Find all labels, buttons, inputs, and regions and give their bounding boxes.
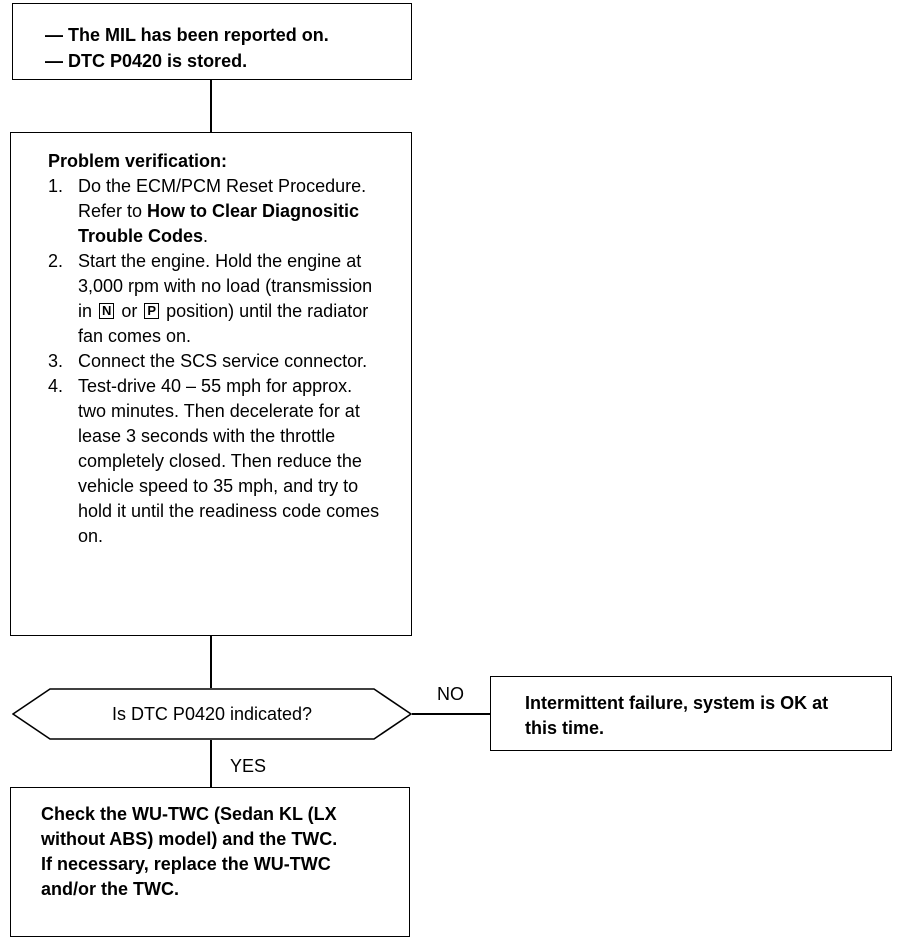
verification-heading: Problem verification: bbox=[48, 151, 228, 171]
decision-question: Is DTC P0420 indicated? bbox=[111, 703, 313, 724]
no-branch-label: NO bbox=[437, 684, 464, 704]
step-1 bbox=[48, 174, 384, 249]
step-2-number: 2. bbox=[48, 251, 64, 271]
step-4-text: Test-drive 40 – 55 mph for approx. two minutes. Then decelerate for at lease 3 seconds with the throttle completely closed. Then reduce the vehicle speed to 35 mph, and try to hold it until the readiness code comes on. bbox=[78, 376, 380, 546]
step-1-reference: How to Clear Diagnositic Trouble Codes bbox=[78, 201, 360, 246]
connector-decision-to-action bbox=[210, 740, 212, 787]
yes-branch-label: YES bbox=[230, 756, 267, 776]
step-2 bbox=[48, 249, 384, 349]
problem-verification-box bbox=[10, 132, 412, 636]
replace-twc-text: If necessary, replace the WU-TWC and/or the TWC. bbox=[41, 854, 331, 899]
mil-reported-text: — The MIL has been reported on. bbox=[45, 25, 329, 45]
connector-verify-to-decision bbox=[210, 636, 212, 688]
dtc-stored-text: — DTC P0420 is stored. bbox=[45, 51, 248, 71]
step-4 bbox=[48, 374, 384, 549]
verification-steps bbox=[48, 174, 411, 549]
check-twc-text: Check the WU-TWC (Sedan KL (LX without ABS) model) and the TWC. bbox=[41, 804, 338, 849]
step-4-number: 4. bbox=[48, 376, 64, 396]
step-1-text-a: Do the ECM/PCM Reset Procedure. Refer to bbox=[78, 176, 367, 221]
intermittent-failure-text: Intermittent failure, system is OK at this time. bbox=[525, 693, 829, 738]
check-twc-box bbox=[10, 787, 410, 937]
step-3-text: Connect the SCS service connector. bbox=[78, 351, 368, 371]
gear-p-key: P bbox=[144, 303, 159, 319]
intermittent-failure-box bbox=[490, 676, 892, 751]
connector-top-to-verify bbox=[210, 80, 212, 132]
step-1-text-c: . bbox=[203, 226, 209, 246]
start-condition-box bbox=[12, 3, 412, 80]
connector-decision-to-ok bbox=[412, 713, 490, 715]
step-2-text-a: Start the engine. Hold the engine at 3,000 rpm with no load (transmission in bbox=[78, 251, 373, 321]
gear-n-key: N bbox=[99, 303, 114, 319]
step-3 bbox=[48, 349, 384, 374]
step-2-or: or bbox=[116, 301, 143, 321]
step-3-number: 3. bbox=[48, 351, 64, 371]
step-1-number: 1. bbox=[48, 176, 64, 196]
step-2-text-b: position) until the radiator fan comes on. bbox=[78, 301, 369, 346]
